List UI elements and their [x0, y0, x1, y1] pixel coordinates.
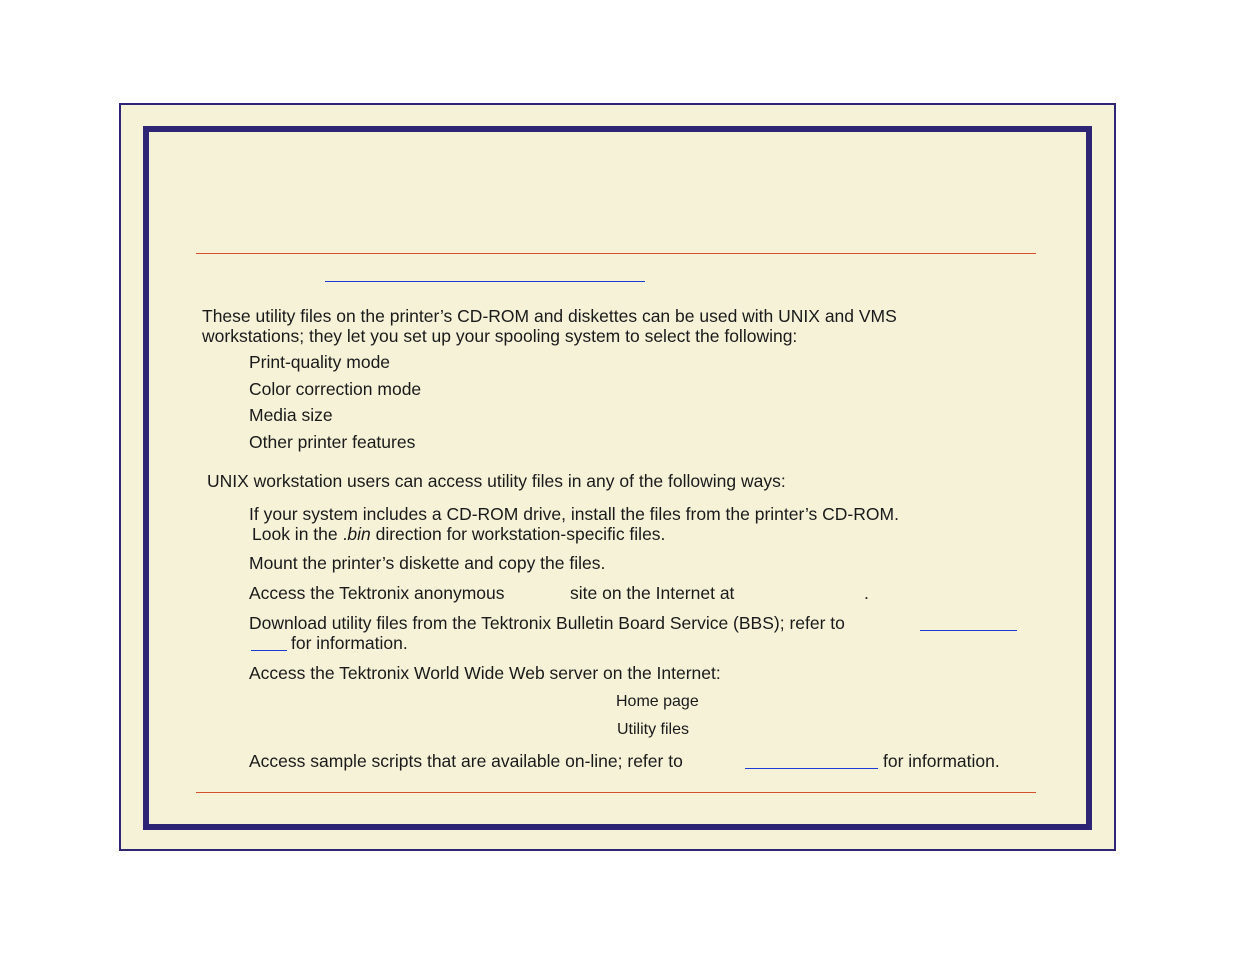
bbs-link[interactable]	[920, 630, 1017, 631]
home-page-label: Home page	[616, 693, 699, 710]
feature-item: Media size	[249, 405, 333, 425]
ftp-text-end: .	[864, 583, 869, 603]
cdrom-text: direction for workstation-specific files.	[370, 524, 666, 544]
bbs-line-1: Download utility files from the Tektronix Bulletin Board Service (BBS); refer to	[249, 613, 845, 633]
cdrom-text: Look in the .	[252, 524, 348, 544]
cdrom-line-2	[252, 524, 665, 544]
access-intro: UNIX workstation users can access utility files in any of the following ways:	[207, 471, 786, 491]
diskette-method: Mount the printer’s diskette and copy the files.	[249, 553, 606, 573]
utility-files-label: Utility files	[617, 721, 690, 738]
intro-line-1: These utility files on the printer’s CD-ROM and diskettes can be used with UNIX and VMS	[202, 306, 897, 326]
scripts-text-pre: Access sample scripts that are available on-line; refer to	[249, 751, 683, 771]
www-method: Access the Tektronix World Wide Web server on the Internet:	[249, 663, 721, 683]
scripts-text-post: for information.	[883, 751, 1000, 771]
feature-item: Color correction mode	[249, 379, 422, 399]
feature-item: Print-quality mode	[249, 352, 391, 372]
bottom-rule	[196, 792, 1036, 793]
bbs-line-2: for information.	[291, 633, 408, 653]
ftp-text-pre: Access the Tektronix anonymous	[249, 583, 505, 603]
ftp-text-mid: site on the Internet at	[570, 583, 735, 603]
heading-link[interactable]	[325, 281, 645, 282]
top-rule	[196, 253, 1036, 254]
cdrom-line-1: If your system includes a CD-ROM drive, install the files from the printer’s CD-ROM.	[249, 504, 899, 524]
bin-directory: bin	[347, 524, 371, 544]
intro-line-2: workstations; they let you set up your spooling system to select the following:	[202, 326, 798, 346]
feature-item: Other printer features	[249, 432, 416, 452]
bbs-link-continued[interactable]	[251, 650, 287, 651]
scripts-link[interactable]	[745, 768, 878, 769]
